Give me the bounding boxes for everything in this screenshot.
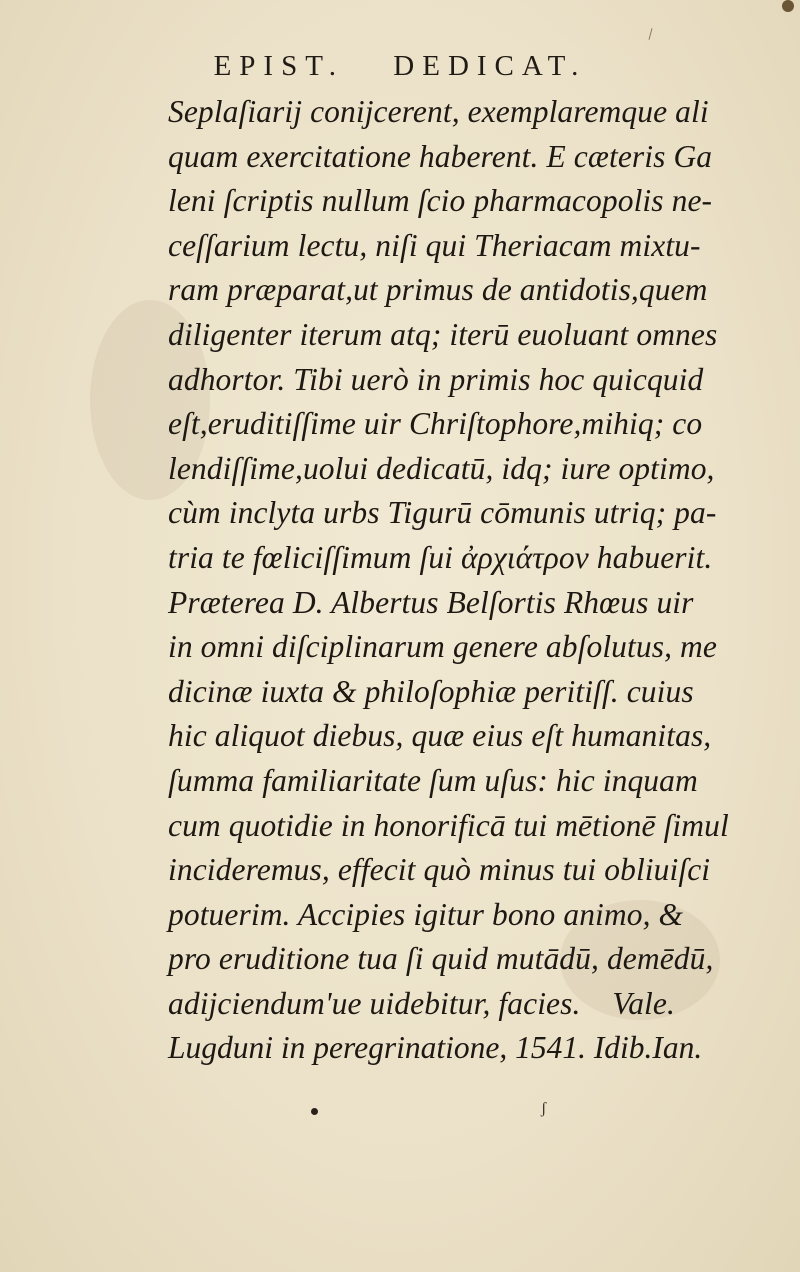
- text-line: quam exercitatione haberent. E cæteris Ga: [168, 138, 713, 174]
- text-line: potuerim. Accipies igitur bono animo, &: [168, 896, 684, 932]
- text-line: in omni diſciplinarum genere abſolutus, me: [168, 629, 717, 665]
- text-line: Præterea D. Albertus Belſortis Rhœus uir: [168, 584, 694, 620]
- body-text: [168, 90, 768, 1071]
- ornament-dot: [311, 1108, 318, 1115]
- text-line: adijciendum'ue uidebitur, facies. Vale.: [168, 985, 675, 1021]
- text-line: eſt,eruditiſſime uir Chriſtophore,mihiq; co: [168, 406, 703, 442]
- running-head: [0, 50, 800, 83]
- signature-mark: ʃ: [541, 1100, 547, 1117]
- text-line: tria te fœliciſſimum ſui ἀρχιάτρον habuerit.: [168, 539, 713, 575]
- text-line: pro eruditione tua ſi quid mutādū, demēdū,: [168, 941, 714, 977]
- text-line: cùm inclyta urbs Tigurū cōmunis utriq; pa-: [168, 495, 717, 531]
- text-line: diligenter iterum atq; iterū euoluant omnes: [168, 316, 718, 352]
- text-line: lendiſſime,uolui dedicatū, idq; iure optimo,: [168, 450, 715, 486]
- ink-spot: [782, 0, 794, 12]
- text-line-dateline: Lugduni in peregrinatione, 1541. Idib.Ian.: [168, 1030, 703, 1066]
- text-line: ſumma familiaritate ſum uſus: hic inquam: [168, 762, 698, 798]
- running-head-word2: DEDICAT.: [393, 50, 587, 82]
- text-line: leni ſcriptis nullum ſcio pharmacopolis ne-: [168, 183, 713, 219]
- text-line: ram præparat,ut primus de antidotis,quem: [168, 272, 708, 308]
- text-line: adhortor. Tibi uerò in primis hoc quicquid: [168, 361, 704, 397]
- text-line: Seplaſiarij conijcerent, exemplaremque ali: [168, 94, 709, 129]
- text-line: ceſſarium lectu, niſi qui Theriacam mixtu-: [168, 227, 701, 263]
- pencil-mark: [648, 28, 652, 40]
- text-line: incideremus, effecit quò minus tui obliuiſci: [168, 852, 711, 888]
- running-head-word1: EPIST.: [213, 50, 345, 82]
- text-line: cum quotidie in honorificā tui mētionē ſimul: [168, 807, 729, 843]
- text-line: hic aliquot diebus, quæ eius eſt humanitas,: [168, 718, 712, 754]
- text-line: dicinæ iuxta & philoſophiæ peritiſſ. cuius: [168, 673, 694, 709]
